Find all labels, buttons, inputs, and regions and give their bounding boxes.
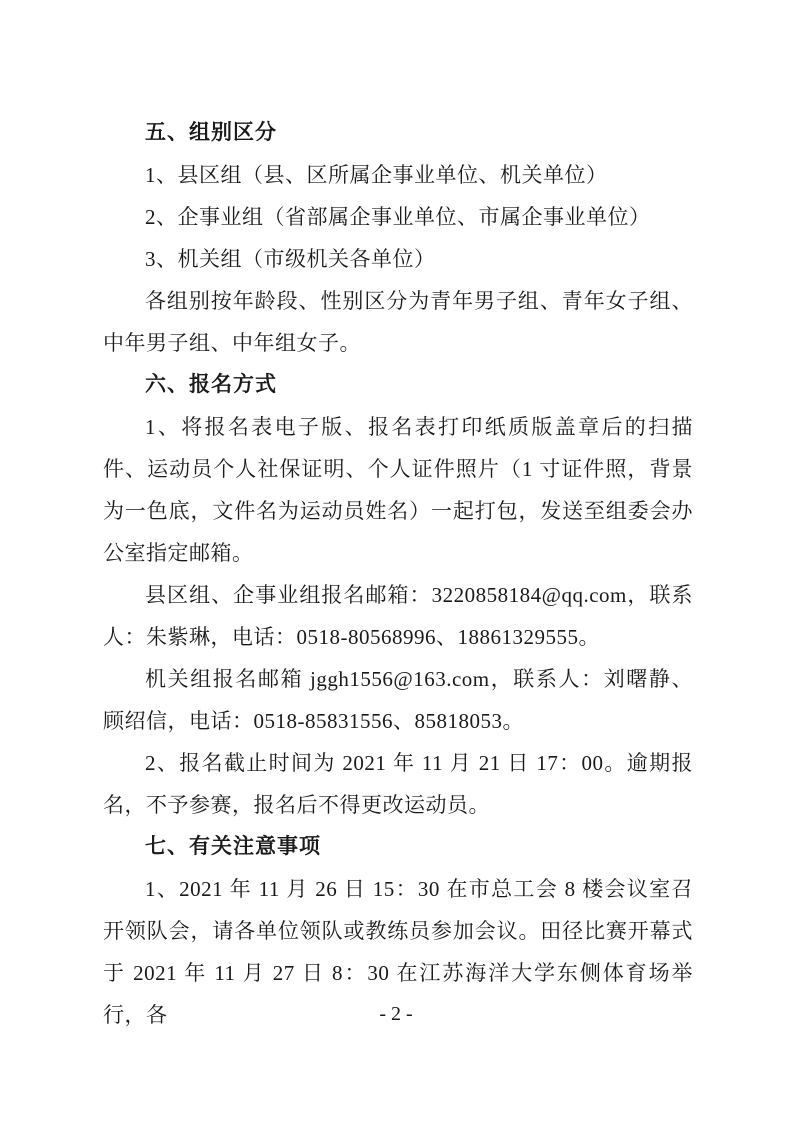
section-heading: 五、组别区分 bbox=[145, 121, 277, 144]
section-heading: 七、有关注意事项 bbox=[145, 835, 321, 858]
body-paragraph: 1、县区组（县、区所属企事业单位、机关单位） bbox=[145, 163, 608, 187]
body-paragraph: 机关组报名邮箱 jggh1556@163.com，联系人：刘曙静、顾绍信，电话：0518-85831556、85818053。 bbox=[103, 667, 693, 733]
page-number: - 2 - bbox=[379, 1003, 413, 1025]
body-paragraph: 2、企事业组（省部属企事业单位、市属企事业单位） bbox=[145, 205, 651, 229]
body-paragraph: 1、2021 年 11 月 26 日 15：30 在市总工会 8 楼会议室召开领队会，请各单位领队或教练员参加会议。田径比赛开幕式于 2021 年 11 月 27 日 8：30 在江苏海洋大学东侧体育场举行，各 bbox=[103, 877, 693, 1027]
section-heading: 六、报名方式 bbox=[145, 373, 277, 396]
document-content bbox=[103, 112, 693, 1036]
body-paragraph: 1、将报名表电子版、报名表打印纸质版盖章后的扫描件、运动员个人社保证明、个人证件照片（1 寸证件照，背景为一色底，文件名为运动员姓名）一起打包，发送至组委会办公室指定邮箱。 bbox=[103, 415, 693, 565]
body-paragraph: 县区组、企事业组报名邮箱：3220858184@qq.com，联系人：朱紫琳，电话：0518-80568996、18861329555。 bbox=[103, 583, 693, 649]
body-paragraph: 各组别按年龄段、性别区分为青年男子组、青年女子组、中年男子组、中年组女子。 bbox=[103, 289, 693, 355]
body-paragraph: 3、机关组（市级机关各单位） bbox=[145, 247, 436, 271]
body-paragraph: 2、报名截止时间为 2021 年 11 月 21 日 17：00。逾期报名，不予参赛，报名后不得更改运动员。 bbox=[103, 751, 693, 817]
